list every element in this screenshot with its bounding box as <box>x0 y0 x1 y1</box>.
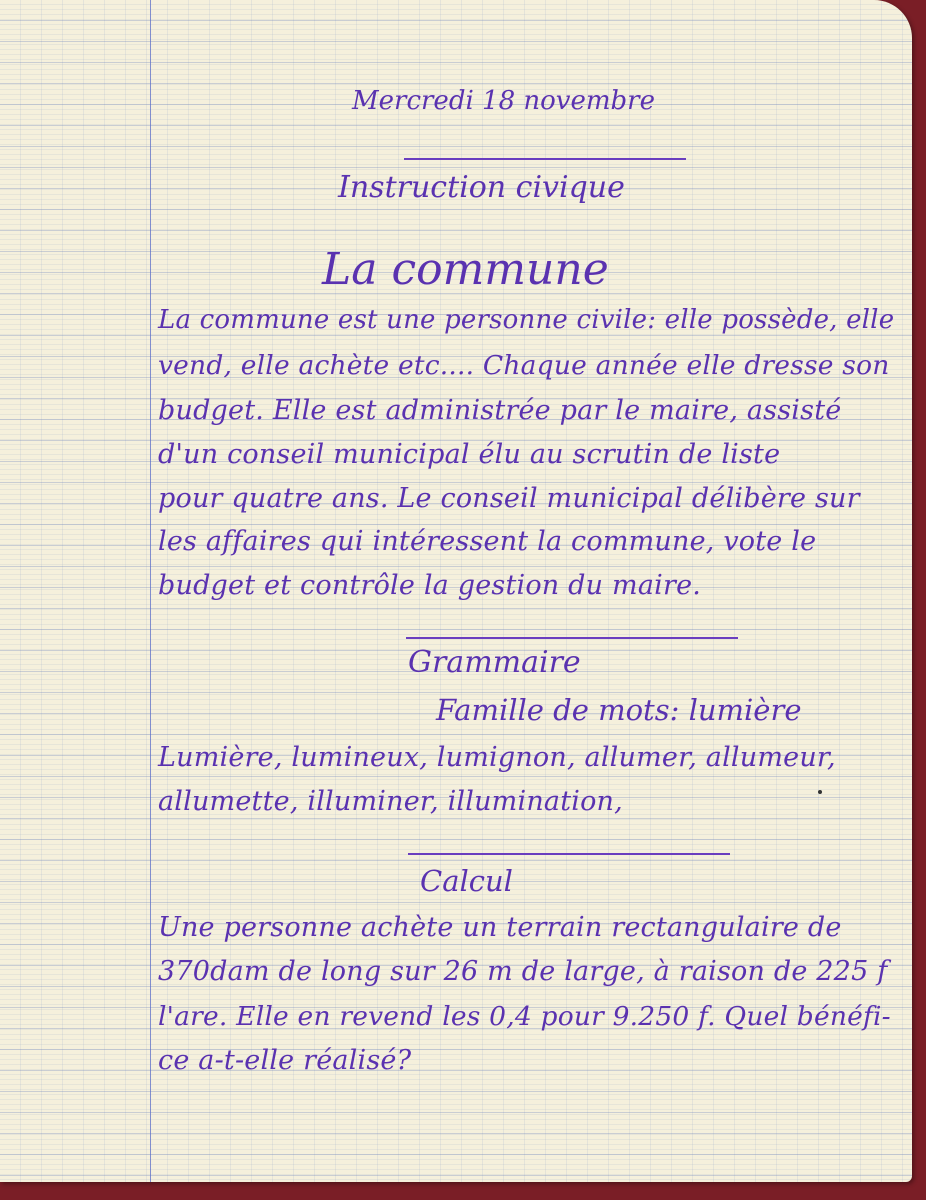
text-line: 370dam de long sur 26 m de large, à raison de 225 f <box>158 956 888 987</box>
text-line: d'un conseil municipal élu au scrutin de liste <box>158 439 781 470</box>
text-line: les affaires qui intéressent la commune, vote le <box>158 526 817 557</box>
text-line: budget et contrôle la gestion du maire. <box>158 570 702 601</box>
text-line: allumette, illuminer, illumination, <box>158 786 623 817</box>
section-heading: Calcul <box>420 864 513 898</box>
ink-dot <box>818 790 822 794</box>
text-line: Lumière, lumineux, lumignon, allumer, allumeur, <box>158 742 836 773</box>
separator-rule <box>404 158 686 160</box>
section-heading: Grammaire <box>408 645 581 680</box>
margin-line <box>150 0 151 1182</box>
text-line: ce a-t-elle réalisé? <box>158 1045 412 1076</box>
date-heading: Mercredi 18 novembre <box>352 86 655 116</box>
text-line: Une personne achète un terrain rectangulaire de <box>158 912 842 943</box>
text-line: La commune est une personne civile: elle possède, elle <box>158 305 895 335</box>
section-title: La commune <box>322 244 609 295</box>
section-subject: Instruction civique <box>338 170 625 205</box>
section-subheading: Famille de mots: lumière <box>436 693 802 727</box>
text-line: pour quatre ans. Le conseil municipal délibère sur <box>158 483 860 514</box>
separator-rule <box>406 637 738 639</box>
separator-rule <box>408 853 730 855</box>
text-line: budget. Elle est administrée par le maire, assisté <box>158 395 842 426</box>
text-line: l'are. Elle en revend les 0,4 pour 9.250 f. Quel bénéfi- <box>158 1001 891 1032</box>
text-line: vend, elle achète etc.... Chaque année elle dresse son <box>158 350 890 381</box>
